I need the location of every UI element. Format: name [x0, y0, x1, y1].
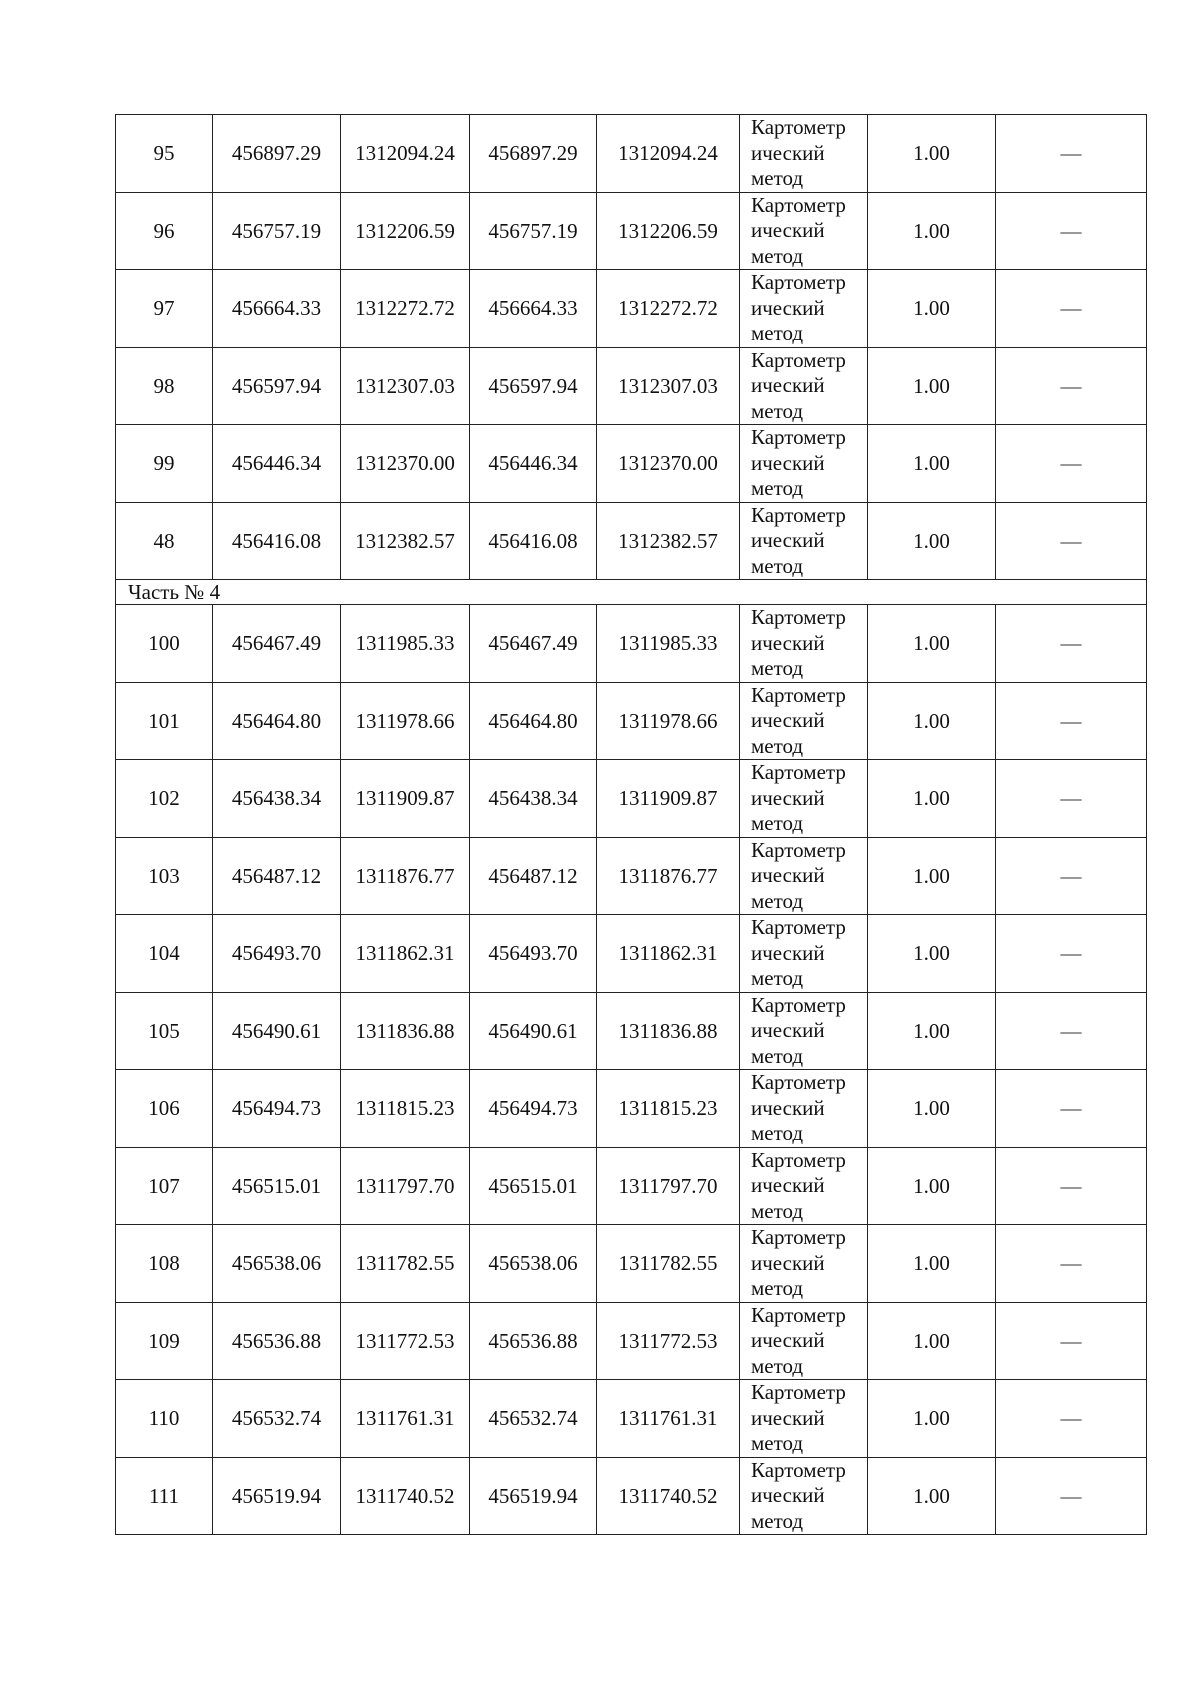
- x-coordinate-cell: 456757.19: [213, 192, 341, 270]
- part-header-row: [116, 580, 1147, 605]
- extra-cell: —: [996, 1457, 1147, 1535]
- x-coordinate-new-cell: 456532.74: [470, 1380, 597, 1458]
- x-coordinate-new-cell: 456416.08: [470, 502, 597, 580]
- table-row: [116, 1147, 1147, 1225]
- table-row: [116, 1225, 1147, 1303]
- point-number-cell: 103: [116, 837, 213, 915]
- method-text: метод: [751, 1276, 804, 1300]
- method-text: метод: [751, 656, 804, 680]
- point-number-cell: 101: [116, 682, 213, 760]
- y-coordinate-cell: 1311985.33: [341, 605, 470, 683]
- x-coordinate-cell: 456519.94: [213, 1457, 341, 1535]
- point-number-cell: 110: [116, 1380, 213, 1458]
- method-text: ический: [751, 450, 825, 475]
- accuracy-cell: 1.00: [868, 1302, 996, 1380]
- method-text: метод: [751, 733, 804, 758]
- method-text: Картометр: [751, 347, 846, 372]
- table-row: [116, 1302, 1147, 1380]
- point-number-cell: 111: [116, 1457, 213, 1535]
- method-text: метод: [751, 1198, 804, 1223]
- method-text: метод: [751, 243, 804, 268]
- method-text: метод: [751, 1043, 804, 1068]
- method-text: Картометр: [751, 915, 846, 939]
- method-cell: [740, 605, 868, 683]
- method-text: ический: [751, 295, 825, 320]
- x-coordinate-cell: 456494.73: [213, 1070, 341, 1148]
- method-text: Картометр: [751, 605, 846, 629]
- method-cell: [740, 1147, 868, 1225]
- y-coordinate-new-cell: 1311876.77: [597, 837, 740, 915]
- part-label: Часть № 4: [116, 580, 1147, 605]
- extra-cell: —: [996, 502, 1147, 580]
- table-row: [116, 502, 1147, 580]
- method-text: ический: [751, 708, 825, 732]
- y-coordinate-cell: 1311797.70: [341, 1147, 470, 1225]
- x-coordinate-new-cell: 456464.80: [470, 682, 597, 760]
- x-coordinate-cell: 456446.34: [213, 425, 341, 503]
- extra-cell: —: [996, 1147, 1147, 1225]
- point-number-cell: 104: [116, 915, 213, 993]
- method-cell: [740, 115, 868, 193]
- y-coordinate-new-cell: 1312206.59: [597, 192, 740, 270]
- method-text: ический: [751, 140, 825, 165]
- extra-cell: —: [996, 837, 1147, 915]
- accuracy-cell: 1.00: [868, 425, 996, 503]
- y-coordinate-new-cell: 1311740.52: [597, 1457, 740, 1535]
- y-coordinate-cell: 1311815.23: [341, 1070, 470, 1148]
- extra-cell: —: [996, 115, 1147, 193]
- extra-cell: —: [996, 682, 1147, 760]
- y-coordinate-cell: 1312272.72: [341, 270, 470, 348]
- method-text: Картометр: [751, 270, 846, 294]
- y-coordinate-cell: 1311836.88: [341, 992, 470, 1070]
- x-coordinate-new-cell: 456494.73: [470, 1070, 597, 1148]
- table-row: [116, 915, 1147, 993]
- method-cell: [740, 1302, 868, 1380]
- method-cell: [740, 192, 868, 270]
- accuracy-cell: 1.00: [868, 1070, 996, 1148]
- accuracy-cell: 1.00: [868, 1380, 996, 1458]
- extra-cell: —: [996, 1302, 1147, 1380]
- method-cell: [740, 1380, 868, 1458]
- x-coordinate-new-cell: 456493.70: [470, 915, 597, 993]
- x-coordinate-new-cell: 456536.88: [470, 1302, 597, 1380]
- extra-cell: —: [996, 760, 1147, 838]
- x-coordinate-new-cell: 456467.49: [470, 605, 597, 683]
- extra-cell: —: [996, 347, 1147, 425]
- table-row: [116, 425, 1147, 503]
- y-coordinate-cell: 1312094.24: [341, 115, 470, 193]
- table-row: [116, 837, 1147, 915]
- x-coordinate-cell: 456487.12: [213, 837, 341, 915]
- x-coordinate-cell: 456538.06: [213, 1225, 341, 1303]
- y-coordinate-cell: 1312370.00: [341, 425, 470, 503]
- method-text: Картометр: [751, 425, 846, 449]
- method-text: Картометр: [751, 1457, 846, 1482]
- method-text: метод: [751, 398, 804, 423]
- x-coordinate-cell: 456532.74: [213, 1380, 341, 1458]
- method-text: ический: [751, 630, 825, 655]
- y-coordinate-new-cell: 1311815.23: [597, 1070, 740, 1148]
- method-cell: [740, 1070, 868, 1148]
- x-coordinate-new-cell: 456515.01: [470, 1147, 597, 1225]
- table-row: [116, 760, 1147, 838]
- method-text: Картометр: [751, 502, 846, 527]
- x-coordinate-cell: 456490.61: [213, 992, 341, 1070]
- method-cell: [740, 682, 868, 760]
- extra-cell: —: [996, 992, 1147, 1070]
- method-text: Картометр: [751, 1070, 846, 1094]
- point-number-cell: 96: [116, 192, 213, 270]
- y-coordinate-new-cell: 1312370.00: [597, 425, 740, 503]
- y-coordinate-new-cell: 1312307.03: [597, 347, 740, 425]
- y-coordinate-new-cell: 1311761.31: [597, 1380, 740, 1458]
- extra-cell: —: [996, 915, 1147, 993]
- x-coordinate-new-cell: 456597.94: [470, 347, 597, 425]
- extra-cell: —: [996, 1225, 1147, 1303]
- accuracy-cell: 1.00: [868, 270, 996, 348]
- method-text: метод: [751, 321, 804, 345]
- y-coordinate-new-cell: 1311772.53: [597, 1302, 740, 1380]
- table-row: [116, 192, 1147, 270]
- coordinates-table: [115, 114, 1147, 1535]
- method-cell: [740, 992, 868, 1070]
- extra-cell: —: [996, 605, 1147, 683]
- extra-cell: —: [996, 192, 1147, 270]
- method-cell: [740, 760, 868, 838]
- method-cell: [740, 1225, 868, 1303]
- x-coordinate-cell: 456467.49: [213, 605, 341, 683]
- y-coordinate-new-cell: 1311978.66: [597, 682, 740, 760]
- point-number-cell: 98: [116, 347, 213, 425]
- method-cell: [740, 270, 868, 348]
- table-body: [116, 115, 1147, 1535]
- x-coordinate-cell: 456664.33: [213, 270, 341, 348]
- table-row: [116, 347, 1147, 425]
- method-text: ический: [751, 218, 825, 242]
- accuracy-cell: 1.00: [868, 605, 996, 683]
- table-row: [116, 1380, 1147, 1458]
- method-text: ический: [751, 785, 825, 810]
- point-number-cell: 105: [116, 992, 213, 1070]
- y-coordinate-cell: 1311862.31: [341, 915, 470, 993]
- point-number-cell: 106: [116, 1070, 213, 1148]
- method-cell: [740, 915, 868, 993]
- method-text: Картометр: [751, 1302, 846, 1327]
- method-text: Картометр: [751, 760, 846, 784]
- y-coordinate-cell: 1312307.03: [341, 347, 470, 425]
- x-coordinate-new-cell: 456490.61: [470, 992, 597, 1070]
- y-coordinate-new-cell: 1311836.88: [597, 992, 740, 1070]
- y-coordinate-cell: 1312382.57: [341, 502, 470, 580]
- method-text: Картометр: [751, 1225, 846, 1249]
- y-coordinate-new-cell: 1311797.70: [597, 1147, 740, 1225]
- method-text: Картометр: [751, 992, 846, 1017]
- table-row: [116, 992, 1147, 1070]
- extra-cell: —: [996, 1380, 1147, 1458]
- x-coordinate-new-cell: 456664.33: [470, 270, 597, 348]
- point-number-cell: 48: [116, 502, 213, 580]
- x-coordinate-cell: 456416.08: [213, 502, 341, 580]
- method-text: ический: [751, 1250, 825, 1275]
- x-coordinate-new-cell: 456538.06: [470, 1225, 597, 1303]
- method-text: метод: [751, 888, 804, 913]
- x-coordinate-new-cell: 456519.94: [470, 1457, 597, 1535]
- method-text: метод: [751, 811, 804, 835]
- x-coordinate-cell: 456597.94: [213, 347, 341, 425]
- point-number-cell: 97: [116, 270, 213, 348]
- method-text: ический: [751, 1483, 825, 1507]
- x-coordinate-cell: 456464.80: [213, 682, 341, 760]
- table-row: [116, 682, 1147, 760]
- accuracy-cell: 1.00: [868, 502, 996, 580]
- method-text: Картометр: [751, 115, 846, 139]
- y-coordinate-new-cell: 1312382.57: [597, 502, 740, 580]
- table-row: [116, 1070, 1147, 1148]
- point-number-cell: 102: [116, 760, 213, 838]
- x-coordinate-new-cell: 456446.34: [470, 425, 597, 503]
- method-cell: [740, 1457, 868, 1535]
- point-number-cell: 99: [116, 425, 213, 503]
- x-coordinate-new-cell: 456487.12: [470, 837, 597, 915]
- method-text: метод: [751, 966, 804, 990]
- method-text: метод: [751, 553, 804, 578]
- extra-cell: —: [996, 1070, 1147, 1148]
- method-text: метод: [751, 476, 804, 500]
- method-text: метод: [751, 166, 804, 190]
- point-number-cell: 109: [116, 1302, 213, 1380]
- method-text: ический: [751, 863, 825, 887]
- accuracy-cell: 1.00: [868, 347, 996, 425]
- point-number-cell: 108: [116, 1225, 213, 1303]
- method-text: ический: [751, 1018, 825, 1042]
- accuracy-cell: 1.00: [868, 1147, 996, 1225]
- method-text: Картометр: [751, 1380, 846, 1404]
- method-text: Картометр: [751, 682, 846, 707]
- method-text: ический: [751, 1405, 825, 1430]
- method-text: ический: [751, 528, 825, 552]
- y-coordinate-cell: 1311978.66: [341, 682, 470, 760]
- y-coordinate-new-cell: 1311909.87: [597, 760, 740, 838]
- method-text: ический: [751, 373, 825, 397]
- table-row: [116, 115, 1147, 193]
- x-coordinate-cell: 456438.34: [213, 760, 341, 838]
- y-coordinate-new-cell: 1311862.31: [597, 915, 740, 993]
- point-number-cell: 107: [116, 1147, 213, 1225]
- method-text: Картометр: [751, 192, 846, 217]
- y-coordinate-cell: 1312206.59: [341, 192, 470, 270]
- method-cell: [740, 837, 868, 915]
- method-text: метод: [751, 1431, 804, 1455]
- x-coordinate-new-cell: 456897.29: [470, 115, 597, 193]
- accuracy-cell: 1.00: [868, 1457, 996, 1535]
- point-number-cell: 95: [116, 115, 213, 193]
- y-coordinate-new-cell: 1311782.55: [597, 1225, 740, 1303]
- method-text: ический: [751, 1095, 825, 1120]
- table-row: [116, 605, 1147, 683]
- method-text: метод: [751, 1121, 804, 1145]
- y-coordinate-cell: 1311761.31: [341, 1380, 470, 1458]
- extra-cell: —: [996, 270, 1147, 348]
- method-text: ический: [751, 1173, 825, 1197]
- x-coordinate-new-cell: 456438.34: [470, 760, 597, 838]
- x-coordinate-cell: 456493.70: [213, 915, 341, 993]
- y-coordinate-cell: 1311740.52: [341, 1457, 470, 1535]
- accuracy-cell: 1.00: [868, 115, 996, 193]
- method-text: Картометр: [751, 1147, 846, 1172]
- extra-cell: —: [996, 425, 1147, 503]
- x-coordinate-cell: 456515.01: [213, 1147, 341, 1225]
- y-coordinate-new-cell: 1311985.33: [597, 605, 740, 683]
- point-number-cell: 100: [116, 605, 213, 683]
- method-cell: [740, 502, 868, 580]
- accuracy-cell: 1.00: [868, 682, 996, 760]
- table-row: [116, 270, 1147, 348]
- y-coordinate-cell: 1311782.55: [341, 1225, 470, 1303]
- table-row: [116, 1457, 1147, 1535]
- x-coordinate-new-cell: 456757.19: [470, 192, 597, 270]
- x-coordinate-cell: 456897.29: [213, 115, 341, 193]
- y-coordinate-cell: 1311772.53: [341, 1302, 470, 1380]
- accuracy-cell: 1.00: [868, 915, 996, 993]
- accuracy-cell: 1.00: [868, 192, 996, 270]
- method-cell: [740, 425, 868, 503]
- method-text: ический: [751, 1328, 825, 1352]
- y-coordinate-cell: 1311876.77: [341, 837, 470, 915]
- accuracy-cell: 1.00: [868, 760, 996, 838]
- method-text: метод: [751, 1508, 804, 1533]
- accuracy-cell: 1.00: [868, 992, 996, 1070]
- method-cell: [740, 347, 868, 425]
- x-coordinate-cell: 456536.88: [213, 1302, 341, 1380]
- y-coordinate-new-cell: 1312272.72: [597, 270, 740, 348]
- y-coordinate-new-cell: 1312094.24: [597, 115, 740, 193]
- method-text: Картометр: [751, 837, 846, 862]
- method-text: ический: [751, 940, 825, 965]
- accuracy-cell: 1.00: [868, 837, 996, 915]
- method-text: метод: [751, 1353, 804, 1378]
- y-coordinate-cell: 1311909.87: [341, 760, 470, 838]
- accuracy-cell: 1.00: [868, 1225, 996, 1303]
